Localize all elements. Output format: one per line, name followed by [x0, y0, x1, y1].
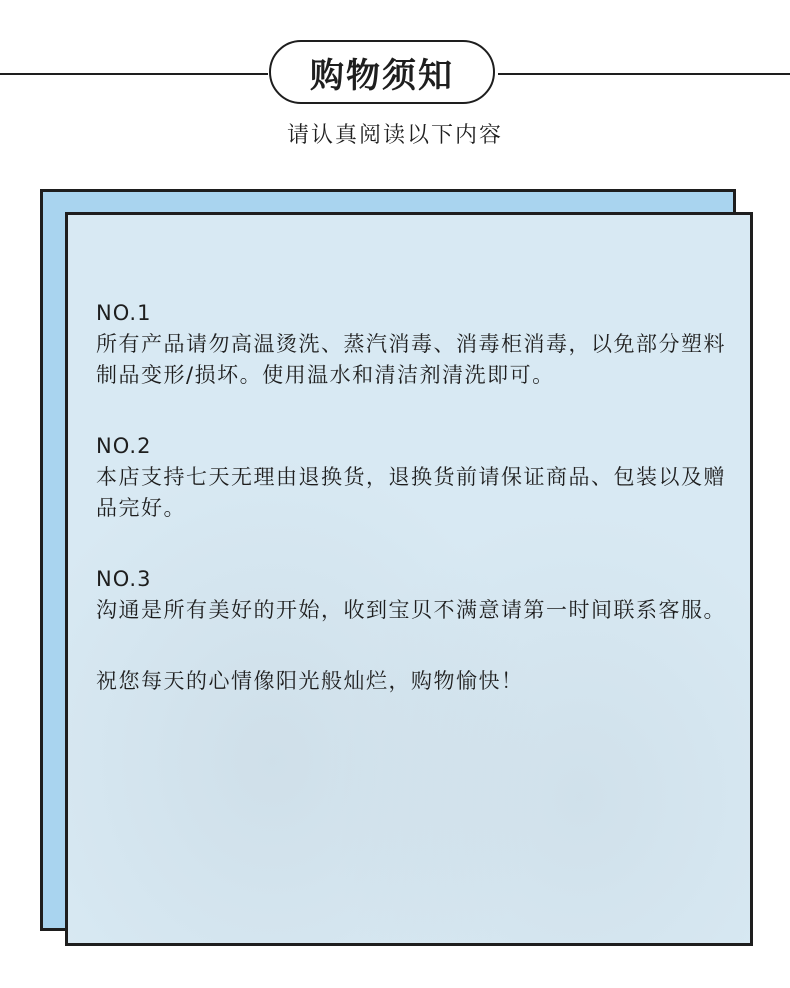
page-title: 购物须知 [269, 40, 495, 104]
header-divider-left [0, 73, 268, 75]
section-number: NO.1 [96, 301, 152, 325]
page-subtitle: 请认真阅读以下内容 [286, 123, 503, 148]
section-number: NO.2 [96, 434, 152, 458]
notice-section-3 [96, 564, 736, 626]
section-number: NO.3 [96, 567, 152, 591]
header-divider-right [498, 73, 790, 75]
notice-content [96, 298, 736, 697]
section-text: 沟通是所有美好的开始，收到宝贝不满意请第一时间联系客服。 [96, 598, 726, 622]
section-text: 所有产品请勿高温烫洗、蒸汽消毒、消毒柜消毒，以免部分塑料制品变形/损坏。使用温水和清洁剂清洗即可。 [96, 332, 726, 387]
section-text: 本店支持七天无理由退换货，退换货前请保证商品、包装以及赠品完好。 [96, 465, 726, 520]
notice-section-1 [96, 298, 736, 391]
notice-section-2 [96, 431, 736, 524]
closing-message: 祝您每天的心情像阳光般灿烂，购物愉快！ [96, 669, 524, 693]
